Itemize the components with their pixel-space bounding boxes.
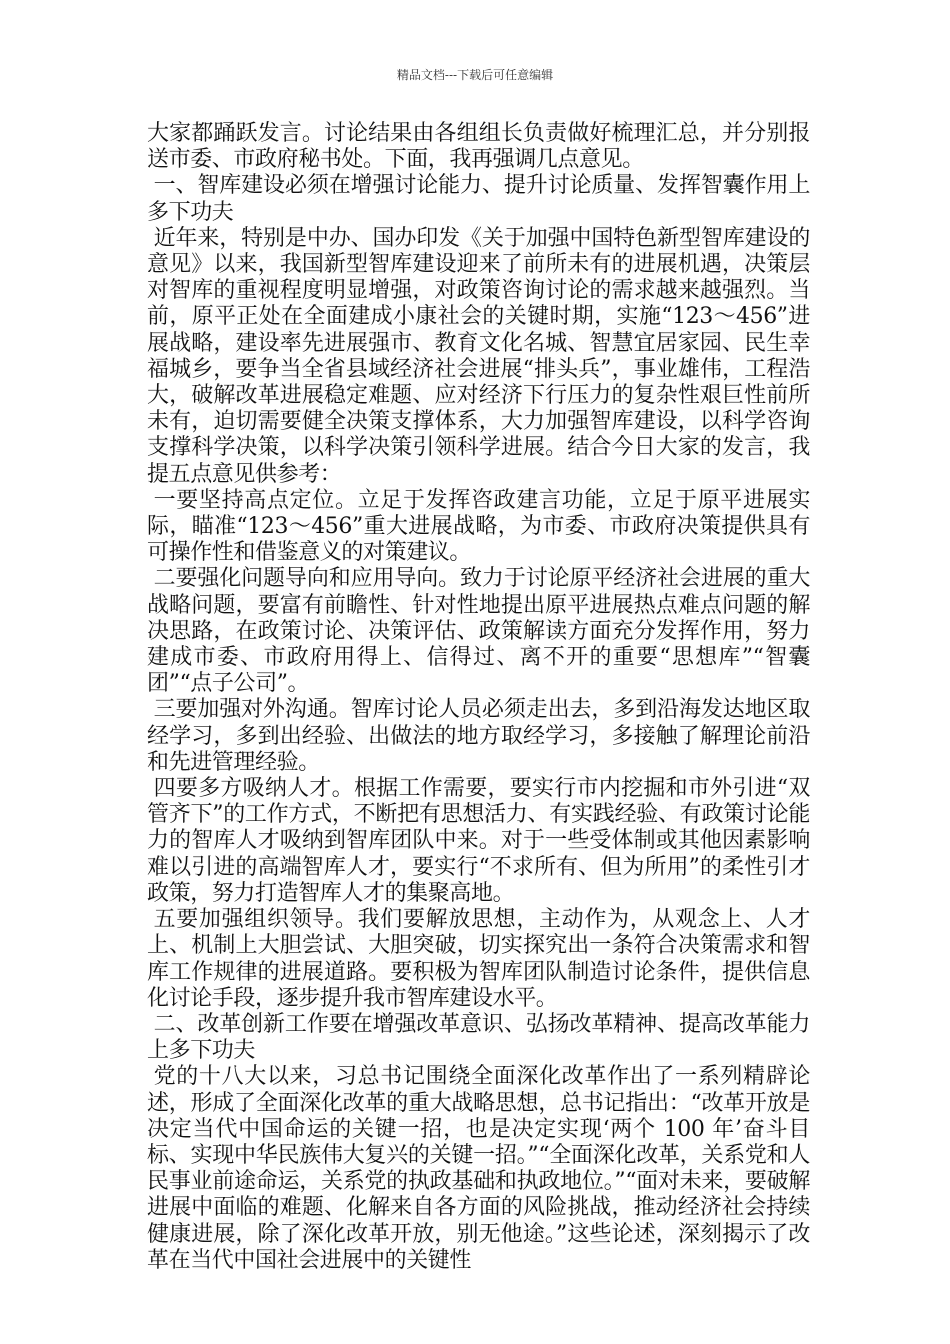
page-header: 精品文档---下载后可任意编辑: [396, 68, 554, 82]
paragraph-point-1: 一要坚持高点定位。立足于发挥咨政建言功能，立足于原平进展实际，瞄准“123～456”重大进展战略，为市委、市政府决策提供具有可操作性和借鉴意义的对策建议。: [147, 487, 810, 566]
paragraph-point-4: 四要多方吸纳人才。根据工作需要，要实行市内挖掘和市外引进“双管齐下”的工作方式，不断把有思想活力、有实践经验、有政策讨论能力的智库人才吸纳到智库团队中来。对于一些受体制或其他因素影响难以引进的高端智库人才，要实行“不求所有、但为所用”的柔性引才政策，努力打造智库人才的集聚高地。: [147, 776, 810, 906]
paragraph-point-2: 二要强化问题导向和应用导向。致力于讨论原平经济社会进展的重大战略问题，要富有前瞻性、针对性地提出原平进展热点难点问题的解决思路，在政策讨论、决策评估、政策解读方面充分发挥作用，努力建成市委、市政府用得上、信得过、离不开的重要“思想库”“智囊团”“点子公司”。: [147, 566, 810, 697]
paragraph-think-tank-intro: 近年来，特别是中办、国办印发《关于加强中国特色新型智库建设的意见》以来，我国新型智库建设迎来了前所未有的进展机遇，决策层对智库的重视程度明显增强，对政策咨询讨论的需求越来越强烈。当前，原平正处在全面建成小康社会的关键时期，实施“123～456”进展战略，建设率先进展强市、教育文化名城、智慧宜居家园、民生幸福城乡，要争当全省县域经济社会进展“排头兵”，事业雄伟，工程浩大，破解改革进展稳定难题、应对经济下行压力的复杂性艰巨性前所未有，迫切需要健全决策支撑体系，大力加强智库建设，以科学咨询支撑科学决策，以科学决策引领科学进展。结合今日大家的发言，我提五点意见供参考：: [147, 225, 810, 487]
section-heading-1: 一、智库建设必须在增强讨论能力、提升讨论质量、发挥智囊作用上多下功夫: [147, 173, 810, 225]
document-body: [147, 121, 810, 1274]
paragraph-point-3: 三要加强对外沟通。智库讨论人员必须走出去，多到沿海发达地区取经学习，多到出经验、出做法的地方取经学习，多接触了解理论前沿和先进管理经验。: [147, 697, 810, 775]
paragraph-opening: 大家都踊跃发言。讨论结果由各组组长负责做好梳理汇总，并分别报送市委、市政府秘书处。下面，我再强调几点意见。: [147, 121, 810, 173]
paragraph-reform: 党的十八大以来，习总书记围绕全面深化改革作出了一系列精辟论述，形成了全面深化改革的重大战略思想，总书记指出：“改革开放是决定当代中国命运的关键一招，也是决定实现‘两个 100 年’奋斗目标、实现中华民族伟大复兴的关键一招。”“全面深化改革，关系党和人民事业前途命运，关系党的执政基础和执政地位。”“面对未来，要破解进展中面临的难题、化解来自各方面的风险挑战，推动经济社会持续健康进展，除了深化改革开放，别无他途。”这些论述，深刻揭示了改革在当代中国社会进展中的关键性: [147, 1064, 810, 1273]
paragraph-point-5: 五要加强组织领导。我们要解放思想，主动作为，从观念上、人才上、机制上大胆尝试、大胆突破，切实探究出一条符合决策需求和智库工作规律的进展道路。要积极为智库团队制造讨论条件，提供信息化讨论手段，逐步提升我市智库建设水平。: [147, 907, 810, 1011]
section-heading-2: 二、改革创新工作要在增强改革意识、弘扬改革精神、提高改革能力上多下功夫: [147, 1011, 810, 1064]
